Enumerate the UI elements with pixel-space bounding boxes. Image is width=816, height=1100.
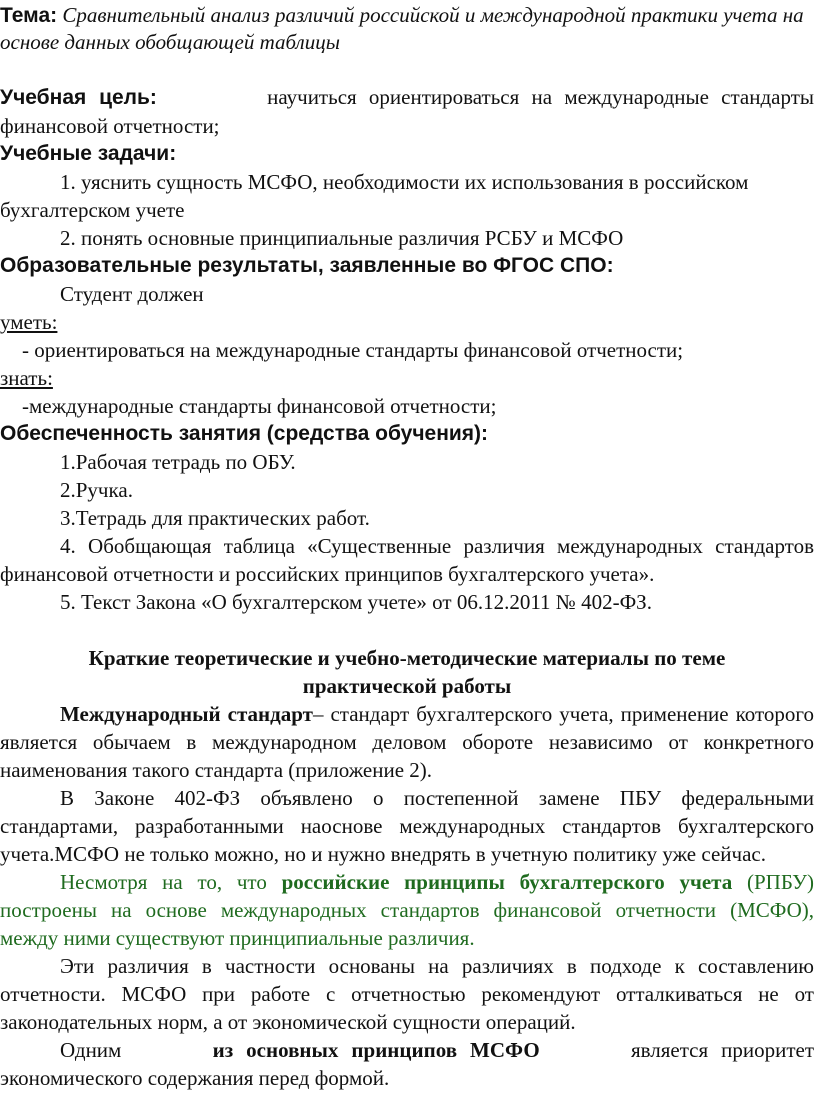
document-page [0,2,816,1100]
theory-paragraph-3 [0,868,814,952]
tasks-label: Учебные задачи: [0,142,177,165]
can-label: уметь: [0,310,58,334]
results-intro: Студент должен [60,282,204,306]
theory-paragraph-2: В Законе 402-ФЗ объявлено о постепенной замене ПБУ федеральными стандартами, разработанными наоснове международных стандартов бухгалтерского учета.МСФО не только можно, но и нужно внедрять в учетную политику уже сейчас. [0,786,814,866]
know-text: -международные стандарты финансовой отчетности; [22,394,497,418]
term-msfo-principles: из основных принципов МСФО [212,1038,540,1062]
topic-line [0,2,814,55]
provision-label: Обеспеченность занятия (средства обучения): [0,422,489,445]
theory-p5-text: является приоритет экономического содержания перед формой. [0,1038,815,1090]
term-international-standard: Международный стандарт [60,702,313,726]
topic-text: Сравнительный анализ различий российской и международной практики учета на основе данных обобщающей таблицы [0,3,804,54]
theory-heading-line1: Краткие теоретические и учебно-методические материалы по теме [88,646,726,670]
theory-heading-line2: практической работы [302,674,512,698]
provision-item-4: 4. Обобщающая таблица «Существенные различия международных стандартов финансовой отчетности и российских принципов бухгалтерского учета». [0,534,814,586]
theory-paragraph-5 [0,1036,814,1092]
can-text: - ориентироваться на международные стандарты финансовой отчетности; [22,338,684,362]
goal-label: Учебная цель: [0,86,157,109]
provision-item-5: 5. Текст Закона «О бухгалтерском учете» от 06.12.2011 № 402-ФЗ. [60,590,652,614]
theory-p5-pre: Одним [60,1038,122,1062]
theory-p3-text: (РПБУ) построены на основе международных стандартов финансовой отчетности (МСФО), между ними существуют принципиальные различия. [0,870,815,950]
task-item-2: 2. понять основные принципиальные различия РСБУ и МСФО [60,226,624,250]
task-item-1: 1. уяснить сущность МСФО, необходимости их использования в российском бухгалтерском учете [0,170,749,222]
spacer [0,616,814,644]
know-label: знать: [0,366,53,390]
topic-label: Тема: [0,4,58,27]
term-rpbu: российские принципы бухгалтерского учета [281,870,733,894]
theory-paragraph-1 [0,700,814,784]
theory-p1-text: – стандарт бухгалтерского учета, применение которого является обычаем в международном деловом обороте независимо от конкретного наименования такого стандарта (приложение 2). [0,702,814,782]
provision-item-1: 1.Рабочая тетрадь по ОБУ. [60,450,296,474]
goal-text: научиться ориентироваться на международные стандарты финансовой отчетности; [0,85,815,138]
theory-p3-pre: Несмотря на то, что [60,870,267,894]
goal-paragraph [0,83,814,140]
provision-item-2: 2.Ручка. [60,478,133,502]
theory-paragraph-4: Эти различия в частности основаны на различиях в подходе к составлению отчетности. МСФО при работе с отчетностью рекомендуют отталкиваться не от законодательных норм, а от экономической сущности операций. [0,954,814,1034]
provision-item-3: 3.Тетрадь для практических работ. [60,506,370,530]
spacer [0,55,814,83]
results-label: Образовательные результаты, заявленные во ФГОС СПО: [0,254,614,277]
